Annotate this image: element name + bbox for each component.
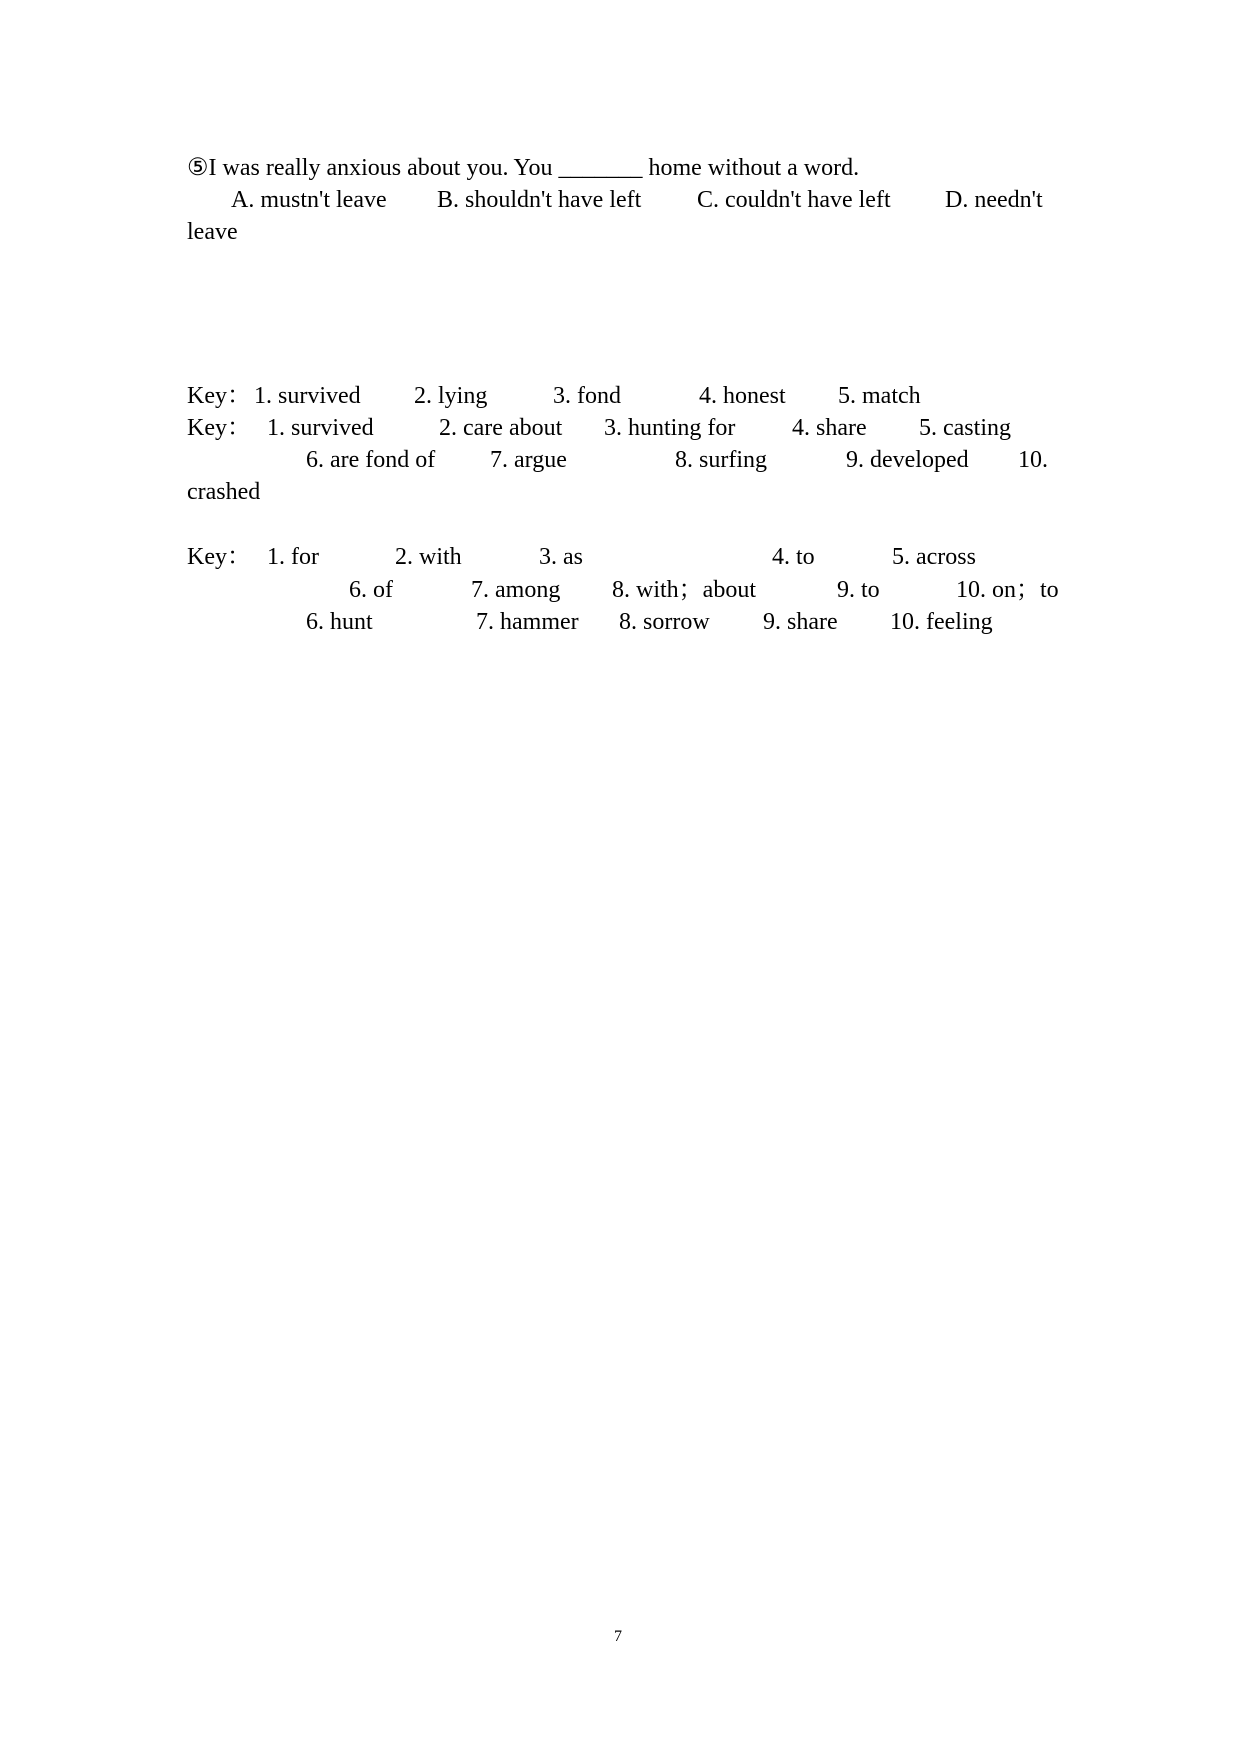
key-item: 2. lying <box>414 383 488 409</box>
key-item: 7. among <box>471 577 561 603</box>
key-item: 8. sorrow <box>619 609 710 635</box>
key-item: 2. care about <box>439 415 563 441</box>
key-item: 8. surfing <box>675 447 767 473</box>
key-item-wrap: crashed <box>187 479 261 505</box>
key-item: 3. hunting for <box>604 415 736 441</box>
key-item: 10. on；to <box>956 577 1059 603</box>
key-item: 6. are fond of <box>306 447 436 473</box>
key-item: 1. survived <box>254 383 361 409</box>
key-item: 7. argue <box>490 447 567 473</box>
key-label: Key： <box>187 544 251 570</box>
key-item: 5. casting <box>919 415 1011 441</box>
key-item: 4. to <box>772 544 815 570</box>
option-a: A. mustn't leave <box>231 187 387 213</box>
option-b: B. shouldn't have left <box>437 187 642 213</box>
key-item: 5. across <box>892 544 976 570</box>
key-item: 6. hunt <box>306 609 373 635</box>
key-item: 1. survived <box>267 415 374 441</box>
key-item: 8. with；about <box>612 577 756 603</box>
key-item: 10. <box>1018 447 1048 473</box>
key-item: 7. hammer <box>476 609 579 635</box>
key-item: 9. to <box>837 577 880 603</box>
key-item: 9. developed <box>846 447 969 473</box>
option-d: D. needn't <box>945 187 1043 213</box>
key-label: Key： <box>187 383 251 409</box>
key-item: 6. of <box>349 577 393 603</box>
option-d-wrap: leave <box>187 219 238 245</box>
question-stem: ⑤I was really anxious about you. You _______ home without a word. <box>187 155 860 181</box>
key-item: 4. share <box>792 415 867 441</box>
key-item: 2. with <box>395 544 462 570</box>
key-item: 1. for <box>267 544 319 570</box>
key-item: 5. match <box>838 383 921 409</box>
option-c: C. couldn't have left <box>697 187 891 213</box>
key-item: 9. share <box>763 609 838 635</box>
page-number: 7 <box>614 1628 622 1645</box>
key-item: 4. honest <box>699 383 786 409</box>
key-item: 3. as <box>539 544 583 570</box>
key-item: 10. feeling <box>890 609 993 635</box>
key-label: Key： <box>187 415 251 441</box>
key-item: 3. fond <box>553 383 621 409</box>
